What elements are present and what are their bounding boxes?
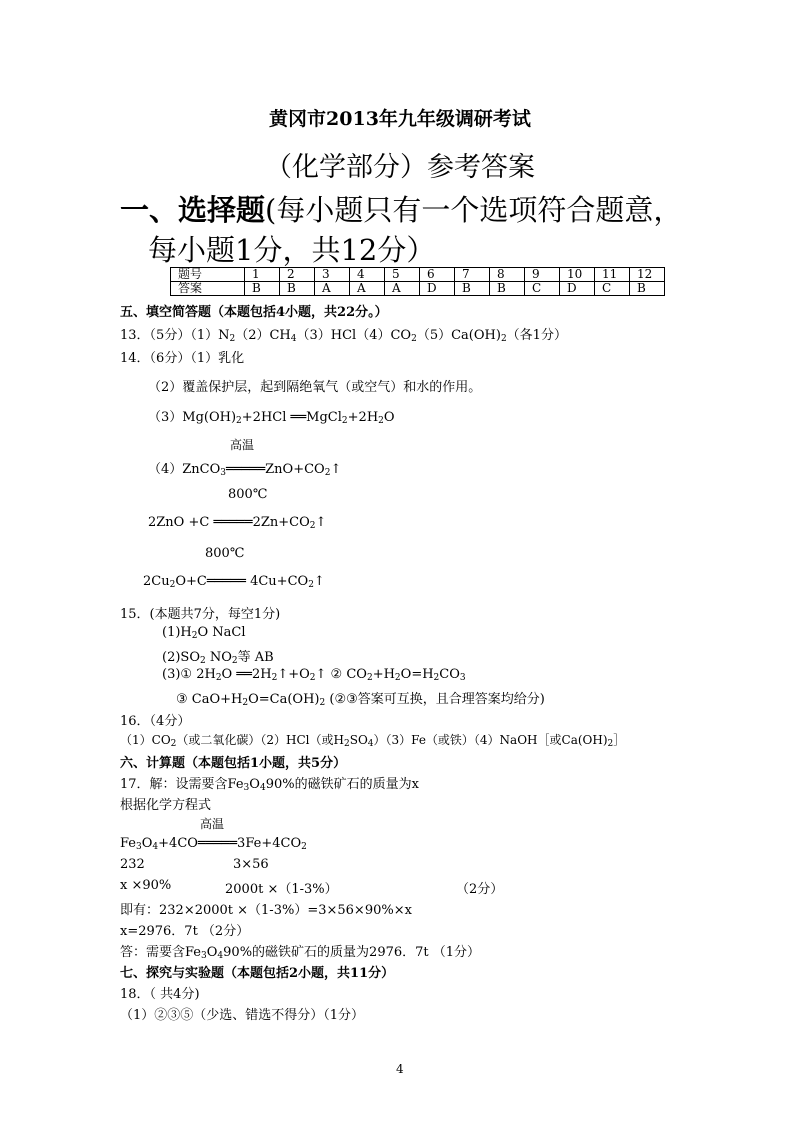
q17-mass-left: x ×90% bbox=[120, 878, 172, 893]
q14-line-5: 2ZnO +C $═════2Zn+CO_2↑$ bbox=[148, 515, 327, 531]
table-cell: B bbox=[630, 282, 665, 296]
q14-line-4: $(4)ZnCO_3═════ZnO+CO_2↑$ bbox=[148, 462, 342, 478]
table-cell: 6 bbox=[420, 268, 455, 282]
answer-table bbox=[170, 267, 665, 296]
table-row-label: 题号 bbox=[171, 268, 245, 282]
section-1-note: (每小题只有一个选项符合题意， bbox=[265, 193, 683, 227]
page-number: 4 bbox=[396, 1062, 404, 1076]
reaction-condition: 高温 bbox=[230, 438, 255, 452]
section-1-note-line2: 每小题1分，共12分） bbox=[148, 233, 436, 267]
table-cell: A bbox=[315, 282, 350, 296]
q15-line-3: $(2)SO_2$ $NO_2$等 AB bbox=[162, 650, 274, 666]
section-5-heading: 五、填空简答题（本题包括4小题，共22分。） bbox=[120, 305, 388, 320]
table-cell: 7 bbox=[455, 268, 490, 282]
table-row-label: 答案 bbox=[171, 282, 245, 296]
q16-line-1: 16．（4分） bbox=[120, 714, 191, 729]
table-cell: 9 bbox=[525, 268, 560, 282]
q15-line-2: $(1)H_2O$ NaCl bbox=[162, 625, 246, 641]
answer-table-number-row bbox=[171, 268, 665, 282]
table-cell: 5 bbox=[385, 268, 420, 282]
table-cell: A bbox=[385, 282, 420, 296]
q17-line-2: 根据化学方程式 bbox=[120, 798, 212, 813]
table-cell: D bbox=[420, 282, 455, 296]
q14-line-1: 14．（6分）（1）乳化 bbox=[120, 351, 245, 366]
q17-equation: $Fe_3O_4+4CO═════3Fe+4CO_2$ bbox=[120, 836, 307, 852]
q17-line-7: x=2976．7t （2分） bbox=[120, 924, 250, 939]
table-cell: D bbox=[560, 282, 595, 296]
table-cell: 4 bbox=[350, 268, 385, 282]
table-cell: 12 bbox=[630, 268, 665, 282]
q18-line-2: （1）②③⑤（少选、错选不得分）（1分） bbox=[120, 1008, 365, 1023]
q17-mass-right: 2000t ×（1-3%） bbox=[225, 882, 338, 897]
q14-line-6: $2Cu_2O+C═════$ $4Cu+CO_2↑$ bbox=[143, 574, 325, 590]
section-7-heading: 七、探究与实验题（本题包括2小题，共11分） bbox=[120, 966, 395, 981]
q17-line-1: 17．解：设需要含$Fe_3O_490\%$的磁铁矿石的质量为x bbox=[120, 777, 419, 793]
section-6-heading: 六、计算题（本题包括1小题，共5分） bbox=[120, 756, 347, 771]
q14-line-3: $(3)Mg(OH)_2+2HCl$ $══MgCl_2+2H_2O$ bbox=[148, 410, 395, 426]
q17-answer: 答：需要含$Fe_3O_490\%$的磁铁矿石的质量为2976．7t （1分） bbox=[120, 945, 481, 961]
table-cell: 1 bbox=[245, 268, 280, 282]
reaction-condition: 800℃ bbox=[228, 487, 268, 502]
q17-molar-mass-right: 3×56 bbox=[233, 857, 269, 872]
table-cell: A bbox=[350, 282, 385, 296]
table-cell: 10 bbox=[560, 268, 595, 282]
q14-line-2: （2）覆盖保护层，起到隔绝氧气（或空气）和水的作用。 bbox=[148, 380, 482, 395]
q15-line-4: (3)① $2H_2O$ $══2H_2↑+O_2↑$ ② $CO_2+H_2O=H_2CO_3$ bbox=[162, 667, 466, 683]
reaction-condition: 高温 bbox=[200, 817, 225, 831]
table-cell: C bbox=[525, 282, 560, 296]
q17-score: （2分） bbox=[456, 882, 504, 897]
q15-line-1: 15．(本题共7分，每空1分) bbox=[120, 607, 281, 622]
answer-table-answer-row bbox=[171, 282, 665, 296]
q13-line: 13．（5分）$(1)N_2(2)CH_4(3)HCl(4)CO_2(5)Ca(OH)_2$（各1分） bbox=[120, 328, 567, 344]
table-cell: 3 bbox=[315, 268, 350, 282]
table-cell: C bbox=[595, 282, 630, 296]
reaction-condition: 800℃ bbox=[205, 546, 245, 561]
table-cell: B bbox=[245, 282, 280, 296]
q15-line-5: ③ $CaO+H_2O=Ca(OH)_2$ (②③答案可互换，且合理答案均给分) bbox=[176, 692, 545, 708]
section-1-title: 一、选择题 bbox=[120, 193, 266, 227]
q17-line-6: 即有：232×2000t ×（1-3%）=3×56×90%×x bbox=[120, 903, 412, 918]
table-cell: 8 bbox=[490, 268, 525, 282]
section-1-heading bbox=[120, 188, 682, 229]
document-subtitle: （化学部分）参考答案 bbox=[265, 152, 535, 183]
q16-line-2: $(1)CO_2$（或二氧化碳）（2）HCl（或$H_2SO_4)(3)Fe$（或铁）（4）NaOH［或$Ca(OH)_2]$ bbox=[120, 733, 626, 749]
table-cell: B bbox=[455, 282, 490, 296]
document-title: 黄冈市2013年九年级调研考试 bbox=[269, 108, 531, 130]
table-cell: 2 bbox=[280, 268, 315, 282]
q17-molar-mass: 232 bbox=[120, 857, 145, 872]
q18-line-1: 18．（ 共4分) bbox=[120, 987, 200, 1002]
table-cell: B bbox=[280, 282, 315, 296]
table-cell: 11 bbox=[595, 268, 630, 282]
table-cell: B bbox=[490, 282, 525, 296]
